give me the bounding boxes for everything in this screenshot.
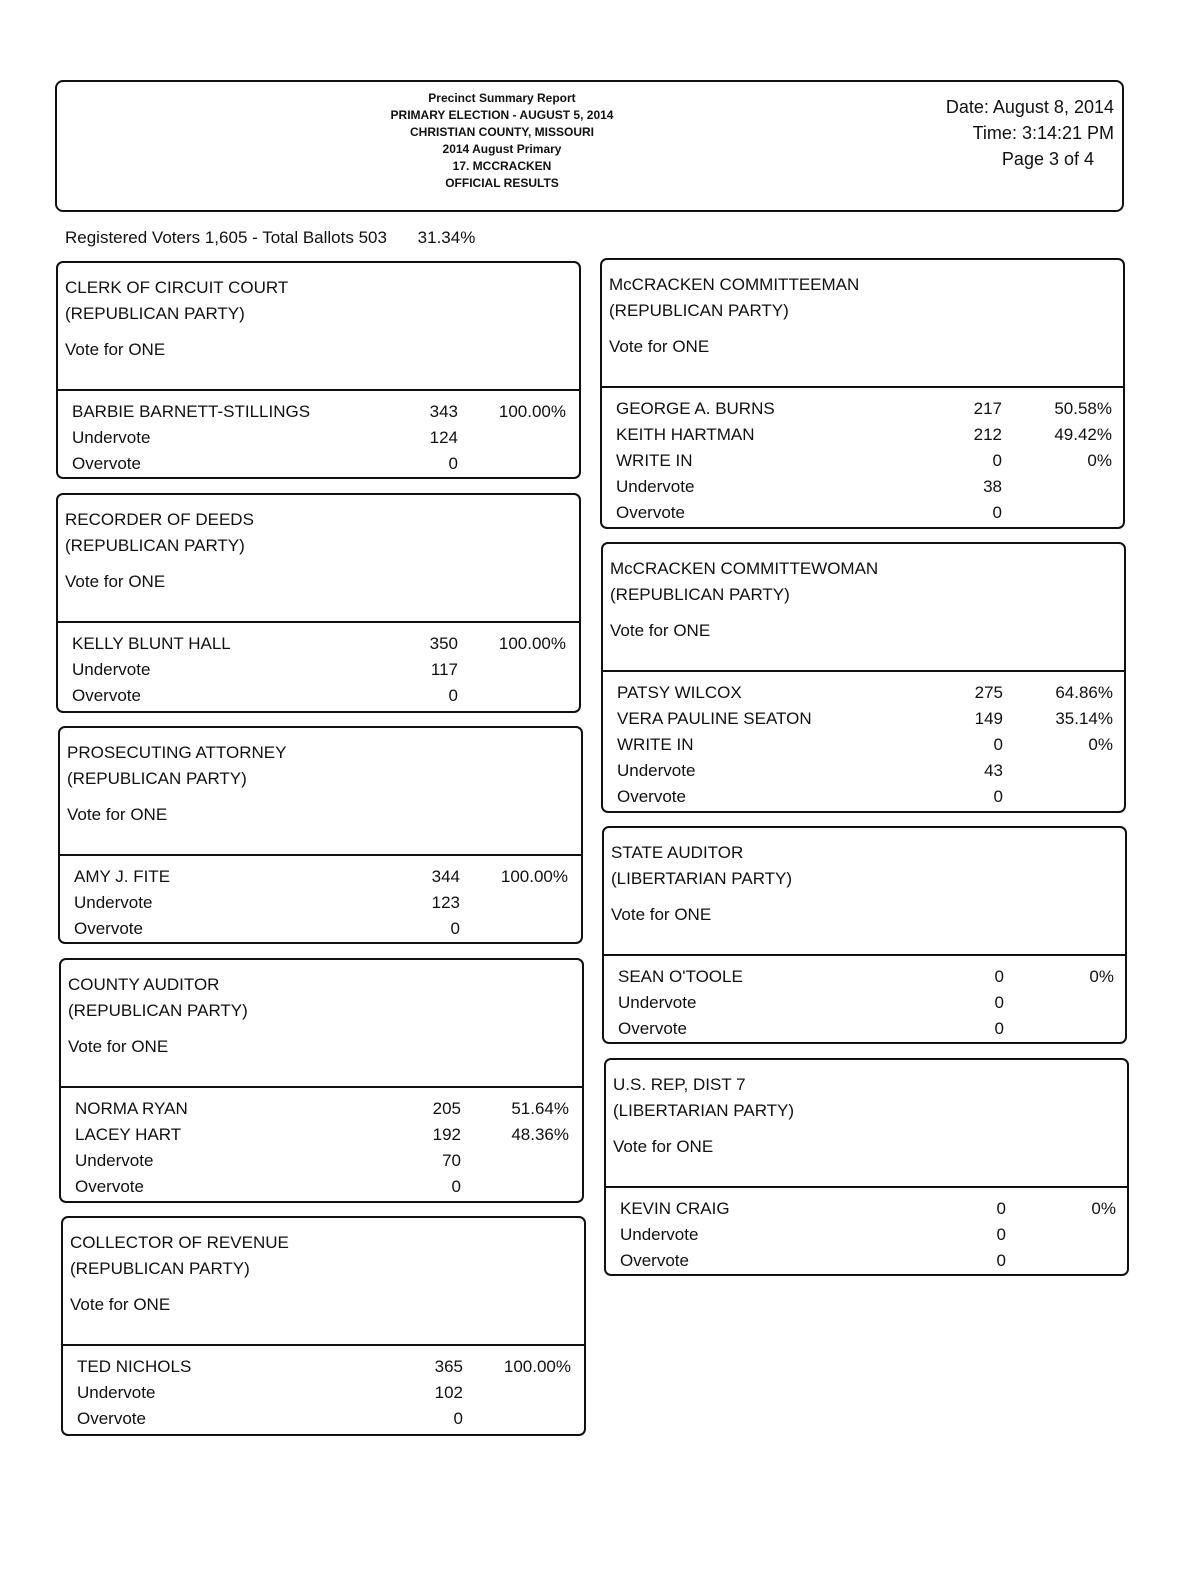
result-row bbox=[603, 784, 1124, 810]
candidate-name: Overvote bbox=[74, 919, 143, 938]
candidate-name: Overvote bbox=[616, 503, 685, 522]
vote-count: 0 bbox=[448, 454, 458, 473]
report-meta bbox=[946, 94, 1114, 172]
vote-count: 123 bbox=[431, 893, 460, 912]
candidate-name: Overvote bbox=[620, 1251, 689, 1270]
race-title-block bbox=[70, 1230, 289, 1282]
race-title-block bbox=[613, 1072, 794, 1124]
result-row bbox=[61, 1148, 582, 1174]
race-box bbox=[59, 958, 584, 1203]
vote-count: 43 bbox=[984, 761, 1003, 780]
candidate-name: Overvote bbox=[72, 454, 141, 473]
race-header bbox=[60, 728, 581, 856]
vote-count: 350 bbox=[429, 634, 458, 653]
candidate-name: GEORGE A. BURNS bbox=[616, 399, 775, 418]
result-row bbox=[603, 706, 1124, 732]
candidate-name: Overvote bbox=[72, 686, 141, 705]
result-row bbox=[606, 1196, 1127, 1222]
result-row bbox=[58, 631, 579, 657]
vote-percent: 100.00% bbox=[498, 402, 566, 421]
result-row bbox=[58, 425, 579, 451]
vote-percent: 51.64% bbox=[511, 1099, 569, 1118]
vote-count: 149 bbox=[974, 709, 1003, 728]
candidate-name: AMY J. FITE bbox=[74, 867, 171, 886]
race-party: (LIBERTARIAN PARTY) bbox=[611, 869, 793, 888]
race-box bbox=[58, 726, 583, 944]
result-row bbox=[602, 500, 1123, 526]
race-vote-for: Vote for ONE bbox=[613, 1137, 714, 1156]
vote-count: 0 bbox=[450, 919, 460, 938]
candidate-name: Undervote bbox=[618, 993, 697, 1012]
race-results bbox=[58, 623, 579, 709]
result-row bbox=[60, 890, 581, 916]
race-party: (REPUBLICAN PARTY) bbox=[68, 1001, 248, 1020]
race-results bbox=[604, 956, 1125, 1042]
race-vote-for: Vote for ONE bbox=[65, 572, 166, 591]
race-box bbox=[601, 542, 1126, 813]
result-row bbox=[606, 1222, 1127, 1248]
vote-count: 365 bbox=[434, 1357, 463, 1376]
report-page: Page 3 of 4 bbox=[1001, 149, 1094, 169]
race-title: RECORDER OF DEEDS bbox=[65, 510, 254, 529]
race-party: (REPUBLICAN PARTY) bbox=[65, 304, 245, 323]
vote-count: 0 bbox=[451, 1177, 461, 1196]
race-title: McCRACKEN COMMITTEWOMAN bbox=[610, 559, 879, 578]
race-title-block bbox=[609, 272, 859, 324]
candidate-name: Undervote bbox=[72, 428, 151, 447]
race-title-block bbox=[610, 556, 878, 608]
result-row bbox=[604, 1016, 1125, 1042]
registered-voters-text: Registered Voters 1,605 - Total Ballots 503 bbox=[65, 228, 387, 247]
result-row bbox=[606, 1248, 1127, 1274]
result-row bbox=[603, 758, 1124, 784]
race-vote-for: Vote for ONE bbox=[611, 905, 712, 924]
race-party: (REPUBLICAN PARTY) bbox=[65, 536, 245, 555]
race-title: COUNTY AUDITOR bbox=[68, 975, 220, 994]
result-row bbox=[63, 1380, 584, 1406]
race-results bbox=[602, 388, 1123, 526]
race-header bbox=[61, 960, 582, 1088]
vote-count: 344 bbox=[431, 867, 460, 886]
race-vote-for: Vote for ONE bbox=[67, 805, 168, 824]
race-title: COLLECTOR OF REVENUE bbox=[70, 1233, 289, 1252]
candidate-name: Undervote bbox=[620, 1225, 699, 1244]
vote-count: 0 bbox=[448, 686, 458, 705]
candidate-name: VERA PAULINE SEATON bbox=[617, 709, 812, 728]
race-results bbox=[58, 391, 579, 477]
result-row bbox=[604, 990, 1125, 1016]
result-row bbox=[602, 448, 1123, 474]
candidate-name: Overvote bbox=[77, 1409, 146, 1428]
vote-count: 0 bbox=[994, 967, 1004, 986]
candidate-name: Undervote bbox=[74, 893, 153, 912]
result-row bbox=[63, 1406, 584, 1432]
result-row bbox=[58, 683, 579, 709]
race-vote-for: Vote for ONE bbox=[609, 337, 710, 356]
vote-percent: 35.14% bbox=[1055, 709, 1113, 728]
vote-percent: 49.42% bbox=[1054, 425, 1112, 444]
registered-voters-summary bbox=[65, 228, 475, 248]
race-title-block bbox=[68, 972, 248, 1024]
race-header bbox=[58, 495, 579, 623]
race-results bbox=[603, 672, 1124, 810]
race-box bbox=[56, 261, 581, 479]
race-vote-for: Vote for ONE bbox=[610, 621, 711, 640]
result-row bbox=[604, 964, 1125, 990]
candidate-name: Undervote bbox=[616, 477, 695, 496]
vote-count: 117 bbox=[430, 660, 458, 679]
candidate-name: Undervote bbox=[75, 1151, 154, 1170]
result-row bbox=[60, 864, 581, 890]
vote-count: 38 bbox=[983, 477, 1002, 496]
race-results bbox=[61, 1088, 582, 1200]
candidate-name: TED NICHOLS bbox=[77, 1357, 192, 1376]
candidate-name: WRITE IN bbox=[617, 735, 694, 754]
race-results bbox=[606, 1188, 1127, 1274]
result-row bbox=[602, 474, 1123, 500]
result-row bbox=[61, 1122, 582, 1148]
race-vote-for: Vote for ONE bbox=[65, 340, 166, 359]
header-line: Precinct Summary Report bbox=[428, 91, 576, 105]
result-row bbox=[60, 916, 581, 942]
vote-count: 0 bbox=[994, 1019, 1004, 1038]
candidate-name: NORMA RYAN bbox=[75, 1099, 188, 1118]
vote-count: 0 bbox=[996, 1199, 1006, 1218]
race-vote-for: Vote for ONE bbox=[68, 1037, 169, 1056]
report-title-block bbox=[327, 90, 677, 192]
vote-percent: 0% bbox=[1091, 1199, 1116, 1218]
candidate-name: Overvote bbox=[617, 787, 686, 806]
result-row bbox=[602, 422, 1123, 448]
race-title-block bbox=[67, 740, 286, 792]
race-header bbox=[604, 828, 1125, 956]
result-row bbox=[63, 1354, 584, 1380]
race-box bbox=[56, 493, 581, 713]
header-line: CHRISTIAN COUNTY, MISSOURI bbox=[409, 125, 594, 139]
report-date: Date: August 8, 2014 bbox=[945, 97, 1114, 117]
race-header bbox=[58, 263, 579, 391]
vote-count: 0 bbox=[993, 787, 1003, 806]
race-party: (LIBERTARIAN PARTY) bbox=[613, 1101, 795, 1120]
result-row bbox=[603, 732, 1124, 758]
result-row bbox=[58, 657, 579, 683]
race-party: (REPUBLICAN PARTY) bbox=[70, 1259, 250, 1278]
race-box bbox=[600, 258, 1125, 529]
vote-count: 217 bbox=[973, 399, 1002, 418]
race-box bbox=[61, 1216, 586, 1436]
race-party: (REPUBLICAN PARTY) bbox=[609, 301, 789, 320]
candidate-name: Undervote bbox=[72, 660, 151, 679]
race-title: CLERK OF CIRCUIT COURT bbox=[65, 278, 289, 297]
vote-percent: 100.00% bbox=[503, 1357, 571, 1376]
vote-percent: 50.58% bbox=[1054, 399, 1112, 418]
race-title: PROSECUTING ATTORNEY bbox=[67, 743, 287, 762]
race-vote-for: Vote for ONE bbox=[70, 1295, 171, 1314]
race-title-block bbox=[65, 275, 288, 327]
result-row bbox=[58, 399, 579, 425]
race-title-block bbox=[65, 507, 254, 559]
result-row bbox=[602, 396, 1123, 422]
vote-count: 102 bbox=[434, 1383, 463, 1402]
header-line: PRIMARY ELECTION - AUGUST 5, 2014 bbox=[390, 108, 614, 122]
candidate-name: KELLY BLUNT HALL bbox=[72, 634, 231, 653]
candidate-name: Undervote bbox=[617, 761, 696, 780]
vote-percent: 64.86% bbox=[1055, 683, 1113, 702]
vote-percent: 100.00% bbox=[498, 634, 566, 653]
candidate-name: BARBIE BARNETT-STILLINGS bbox=[72, 402, 311, 421]
race-box bbox=[602, 826, 1127, 1044]
header-line: 2014 August Primary bbox=[442, 142, 562, 156]
vote-count: 0 bbox=[992, 503, 1002, 522]
race-header bbox=[606, 1060, 1127, 1188]
vote-count: 124 bbox=[429, 428, 458, 447]
candidate-name: Overvote bbox=[618, 1019, 687, 1038]
candidate-name: KEVIN CRAIG bbox=[620, 1199, 730, 1218]
race-header bbox=[602, 260, 1123, 388]
race-results bbox=[63, 1346, 584, 1432]
race-header bbox=[603, 544, 1124, 672]
candidate-name: Undervote bbox=[77, 1383, 156, 1402]
vote-count: 0 bbox=[992, 451, 1002, 470]
result-row bbox=[61, 1096, 582, 1122]
turnout-percent: 31.34% bbox=[417, 228, 476, 247]
candidate-name: Overvote bbox=[75, 1177, 144, 1196]
race-party: (REPUBLICAN PARTY) bbox=[67, 769, 247, 788]
vote-percent: 48.36% bbox=[511, 1125, 569, 1144]
vote-count: 0 bbox=[453, 1409, 463, 1428]
vote-count: 205 bbox=[432, 1099, 461, 1118]
report-time: Time: 3:14:21 PM bbox=[972, 123, 1114, 143]
vote-count: 0 bbox=[994, 993, 1004, 1012]
vote-count: 343 bbox=[429, 402, 458, 421]
candidate-name: KEITH HARTMAN bbox=[616, 425, 755, 444]
candidate-name: SEAN O'TOOLE bbox=[618, 967, 743, 986]
vote-count: 0 bbox=[996, 1225, 1006, 1244]
vote-count: 192 bbox=[432, 1125, 461, 1144]
result-row bbox=[58, 451, 579, 477]
race-results bbox=[60, 856, 581, 942]
race-title-block bbox=[611, 840, 792, 892]
report-header bbox=[55, 80, 1124, 212]
race-box bbox=[604, 1058, 1129, 1276]
candidate-name: LACEY HART bbox=[75, 1125, 182, 1144]
vote-count: 275 bbox=[974, 683, 1003, 702]
candidate-name: WRITE IN bbox=[616, 451, 693, 470]
race-title: STATE AUDITOR bbox=[611, 843, 744, 862]
vote-count: 70 bbox=[442, 1151, 461, 1170]
race-title: U.S. REP, DIST 7 bbox=[613, 1075, 746, 1094]
header-line: OFFICIAL RESULTS bbox=[445, 176, 559, 190]
candidate-name: PATSY WILCOX bbox=[617, 683, 742, 702]
vote-count: 0 bbox=[996, 1251, 1006, 1270]
result-row bbox=[603, 680, 1124, 706]
vote-percent: 0% bbox=[1089, 967, 1114, 986]
vote-count: 212 bbox=[973, 425, 1002, 444]
race-party: (REPUBLICAN PARTY) bbox=[610, 585, 790, 604]
race-header bbox=[63, 1218, 584, 1346]
vote-percent: 0% bbox=[1087, 451, 1112, 470]
header-line: 17. MCCRACKEN bbox=[452, 159, 552, 173]
result-row bbox=[61, 1174, 582, 1200]
vote-count: 0 bbox=[993, 735, 1003, 754]
vote-percent: 100.00% bbox=[500, 867, 568, 886]
race-title: McCRACKEN COMMITTEEMAN bbox=[609, 275, 860, 294]
vote-percent: 0% bbox=[1088, 735, 1113, 754]
